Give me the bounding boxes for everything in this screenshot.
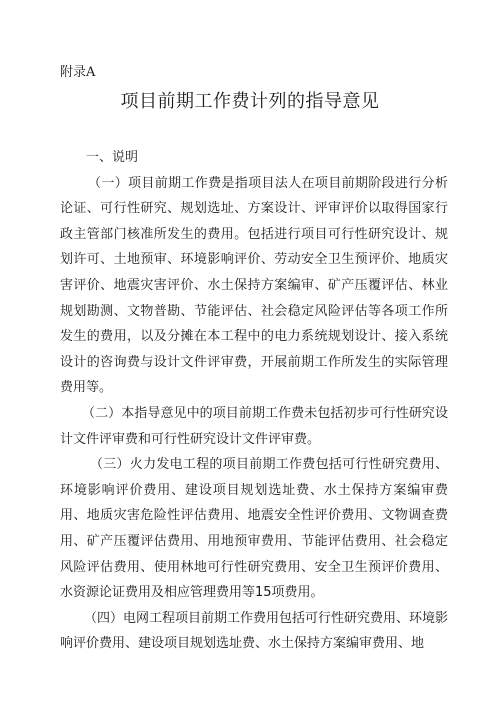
paragraph-4: （四）电网工程项目前期工作费用包括可行性研究费用、环境影响评价费用、建设项目规划选址费、水土保持方案编审费用、地: [60, 610, 449, 652]
section-heading: 一、说明: [86, 150, 139, 165]
paragraph-3: （三）火力发电工程的项目前期工作费包括可行性研究费用、环境影响评价费用、建设项目规划选址费、水土保持方案编审费用、地质灾害危险性评估费用、地震安全性评价费用、文物调查费用、矿产压覆评估费用、用地预审费用、节能评估费用、社会稳定风险评估费用、使用林地可行性研究费用、安全卫生预评价费用、水资源论证费用及相应管理费用等15项费用。: [60, 457, 448, 601]
document-body: [60, 145, 448, 657]
paragraph-1: （一）项目前期工作费是指项目法人在项目前期阶段进行分析论证、可行性研究、规划选址、方案设计、评审评价以取得国家行政主管部门核准所发生的费用。包括进行项目可行性研究设计、规划许可、土地预审、环境影响评价、劳动安全卫生预评价、地质灾害评价、地震灾害评价、水土保持方案编审、矿产压覆评估、林业规划勘测、文物普勘、节能评估、社会稳定风险评估等各项工作所发生的费用，以及分摊在本工程中的电力系统规划设计、接入系统设计的咨询费与设计文件评审费，开展前期工作所发生的实际管理费用等。: [60, 175, 448, 396]
paragraph-2: （二）本指导意见中的项目前期工作费未包括初步可行性研究设计文件评审费和可行性研究设计文件评审费。: [60, 405, 448, 447]
document-title: 项目前期工作费计列的指导意见: [120, 91, 380, 112]
appendix-label: 附录A: [60, 65, 96, 80]
